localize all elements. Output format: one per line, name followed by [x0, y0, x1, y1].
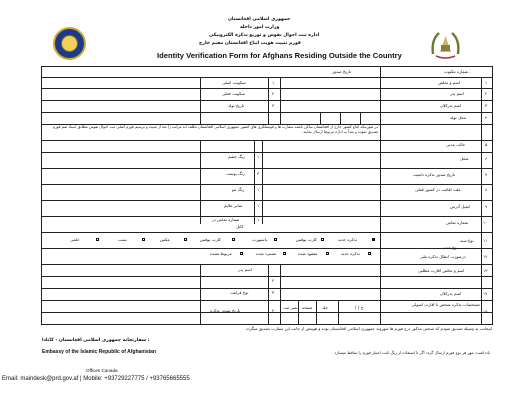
ref-number-label: شماره مکتوب :	[444, 69, 471, 74]
header-line-3: اداره ثبت احوال نفوس و توزیع تذکره الکترونیکی	[209, 33, 320, 38]
embassy-fa: سفارتخانه جمهوری اسلامی افغانستان - کانادا :	[42, 338, 150, 343]
row-label-email: ایمیل آدرس	[450, 204, 471, 209]
doc-type-passport-checkbox[interactable]	[274, 238, 277, 241]
service-returned: مسترد شده	[256, 251, 277, 256]
lower-mid-num-2: ۲	[272, 278, 275, 283]
row-label-marital: حالت مدنی	[446, 142, 466, 147]
doc-type-lineage: نسب	[118, 237, 127, 242]
lower-mid-label-graduation: نوع فراغت	[230, 290, 249, 295]
phys-label-hair-color: رنگ مو	[232, 187, 245, 192]
mid-num-3: ۳	[272, 103, 275, 108]
row-num-3: ۳	[485, 103, 488, 108]
lower-label-relative-id: مشخصات تذکره شخص با اقارب اصولی	[411, 302, 480, 307]
row-label-name: اسم و تخلص	[438, 80, 461, 85]
doc-type-photo-checkbox[interactable]	[184, 238, 187, 241]
row-label-birthplace: محل تولد	[450, 115, 466, 120]
doc-type-card-1-checkbox[interactable]	[321, 238, 324, 241]
service-unrelated-checkbox[interactable]	[240, 252, 243, 255]
ministry-seal	[53, 27, 86, 60]
row-num-2: ۲	[485, 91, 488, 96]
stamp-note: یادداشت: مهر هر نوع فورم ارسال گردد اگر با استفاده از رنگ ثابت اعتبار فورم را ساقط میسازد	[334, 350, 490, 355]
row-num-8: ۸	[485, 187, 488, 192]
row-num-4: ۴	[485, 115, 488, 120]
row-num-7: ۷	[485, 172, 488, 177]
doc-type-label: نوع سند	[460, 238, 474, 243]
phys-label-skin-color: رنگ پوست	[226, 171, 245, 176]
doc-type-passport: پاسپورت	[252, 237, 267, 242]
row-num-5: ۵	[485, 142, 488, 147]
service-lost: مفقود شده	[298, 251, 318, 256]
doc-type-national-id: تذکره جدید	[338, 237, 357, 242]
mid-label-birth-date: تاریخ تولد	[228, 103, 245, 108]
footer-contact: Email: maindesk@prd.gov.af | Mobile: +93729227775 / +93765665555	[2, 376, 190, 382]
lower-label-relative-name: اسم و تخلص اقارب مطلبی	[418, 268, 465, 273]
issue-date-label: تاریخ صدور	[332, 69, 352, 74]
lower-num-13: ۱۳	[483, 268, 488, 273]
emblem-icon	[429, 28, 462, 61]
lower-mid-num-4: ۴	[272, 308, 275, 313]
doc-type-card-2: کارت نوقس	[200, 237, 221, 242]
doc-type-card-2-checkbox[interactable]	[232, 238, 235, 241]
header-line-4: فورم تثبیت هویت اتباع افغانستان مقیم خارج	[199, 41, 301, 46]
row-num-1: ۱	[485, 80, 488, 85]
service-new-id: تذکره جدید	[341, 251, 360, 256]
lower-label-service: نوع خدمت	[440, 245, 458, 250]
doc-type-other-checkbox[interactable]	[96, 238, 99, 241]
phys-label-eye-color: رنگ چشم	[228, 154, 245, 159]
phys-num-4: ۱	[257, 203, 260, 208]
row-label-grandfather: اسم پدرکلان	[440, 103, 462, 108]
row-label-father: اسم پدر	[450, 91, 464, 96]
lower-num-15: ۱۵	[483, 309, 488, 314]
id-part-reg-number: نمبر ثبت	[283, 305, 298, 310]
embassy-en: Embassy of the Islamic Republic of Afghanistan	[42, 349, 157, 355]
id-part-page: صفحه	[302, 305, 313, 310]
lower-mid-num-3: ۳	[272, 290, 275, 295]
row-label-occupation: شغل	[460, 156, 469, 161]
doc-type-photo: عکس	[160, 237, 170, 242]
lower-label-grandfather: اسم پدرکلان	[440, 291, 462, 296]
doc-type-national-id-checkbox[interactable]	[372, 238, 375, 241]
lower-mid-label-id-date: تاریخ صدور تذکره	[210, 308, 240, 313]
lower-num-11: ۱۱	[483, 238, 488, 243]
doc-type-lineage-checkbox[interactable]	[142, 238, 145, 241]
lower-num-14: ۱۴	[483, 291, 488, 296]
lower-label-id-void: درصورت ابطال تذکره ملی	[420, 254, 466, 259]
mid-label-current-residence: سکونت فعلی	[222, 91, 245, 96]
row-label-phone: شماره تماس	[446, 220, 469, 225]
service-lost-checkbox[interactable]	[326, 252, 329, 255]
phys-label-kabul: کابل	[236, 224, 244, 229]
lower-mid-label-father: اسم پدر	[238, 267, 252, 272]
notice-text: در صورتیکه اتباع کشور خارج از افغانستان ساکن باشند سفارت ها و قونسلگری های کشور جمهوری اسلامی افغانستان مکلف اند مراتب را بعد از تثبیت و ترسیم فورم اصلی ثبت احوال نفوس مطابق اسناد ضم فورم تصدیق نموده و بعداً به اداره مربوط ارسال نمایند.	[52, 125, 378, 134]
row-label-residence-reason: علت اقامت در کشور فعلی	[415, 187, 461, 192]
declaration-text: اینجانب به وسیله تصدیق نمودم که شخص مذکور درج فورم ها شهروند جمهوری اسلامی افغانستان بوده و هویتش از جانب این سفارت تصدیق میگردد.	[244, 326, 492, 331]
phys-label-kabul-contact: شماره تماس در	[212, 217, 240, 222]
row-num-6: ۶	[485, 156, 488, 161]
phys-num-1: ۱	[257, 154, 260, 159]
mid-num-2: ۲	[272, 91, 275, 96]
row-num-10: ۱۰	[483, 220, 488, 225]
id-part-j: ( ) ج	[355, 305, 364, 310]
phys-label-other-marks: سایر علایم	[224, 203, 243, 208]
service-returned-checkbox[interactable]	[283, 252, 286, 255]
service-unrelated: مربوط نشده	[210, 251, 232, 256]
row-num-9: ۹	[485, 204, 488, 209]
mid-label-original-residence: سکونت اصلی	[222, 80, 246, 85]
phys-num-2: ۳	[257, 171, 260, 176]
phys-num-3: ۱	[257, 187, 260, 192]
doc-type-card-1: کارت نوقس	[296, 237, 317, 242]
mid-num-1: ۱	[272, 80, 275, 85]
header-line-2: وزارت امور داخله	[240, 25, 280, 30]
id-part-volume: جلد	[322, 305, 329, 310]
header-line-1: جمهوری اسلامی افغانستان	[228, 17, 291, 22]
row-label-id-issue-date: تاریخ صدور تذکره تابعیت	[413, 172, 456, 177]
lower-num-12: ۱۲	[483, 254, 488, 259]
service-new-id-checkbox[interactable]	[368, 252, 371, 255]
office-label: Offices Canada	[86, 368, 118, 373]
phys-num-5: ۱	[257, 217, 260, 222]
doc-type-other: خلمی	[70, 237, 80, 242]
form-title: Identity Verification Form for Afghans Residing Outside the Country	[157, 51, 402, 60]
